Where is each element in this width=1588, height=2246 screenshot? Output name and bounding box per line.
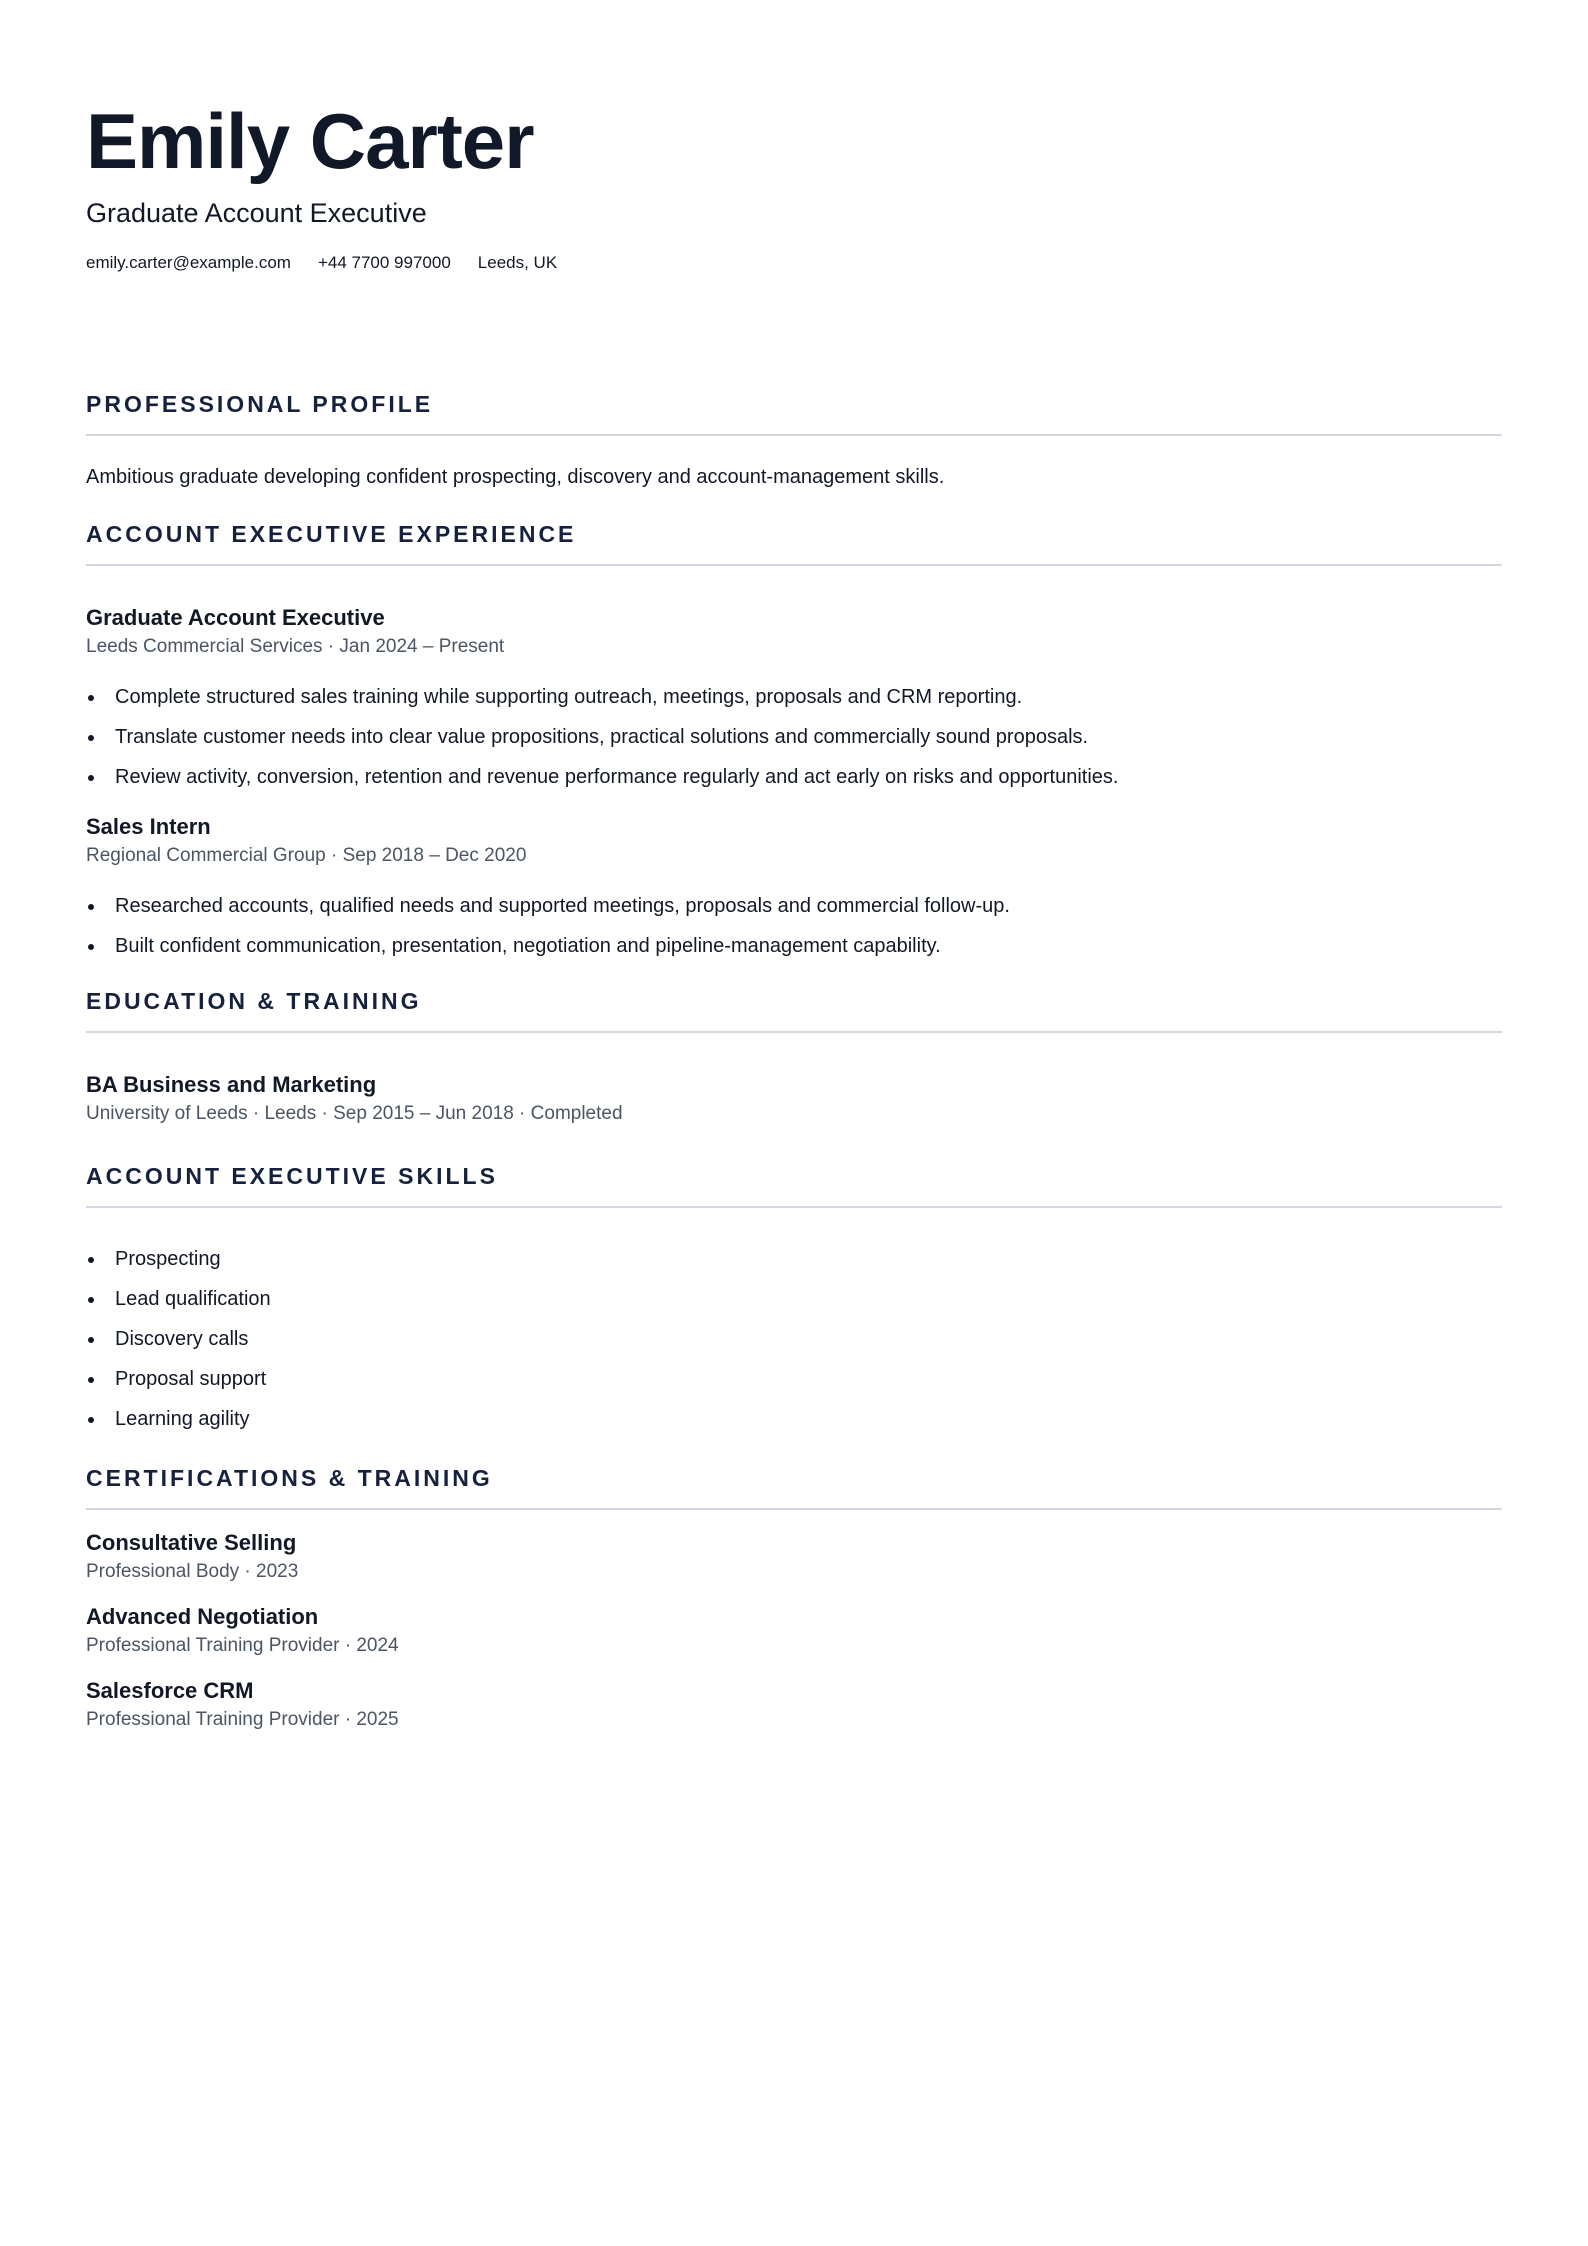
section-heading: ACCOUNT EXECUTIVE EXPERIENCE (86, 519, 1502, 566)
certifications-section (86, 1463, 1502, 1732)
education-section (86, 986, 1502, 1126)
education-entry (86, 1071, 1502, 1126)
bullet-item: Built confident communication, presentation, negotiation and pipeline-management capability. (86, 933, 1502, 959)
skill-item: Prospecting (86, 1246, 1502, 1272)
certification-meta: Professional Training Provider · 2024 (86, 1635, 399, 1656)
bullet-item: Review activity, conversion, retention and revenue performance regularly and act early on risks and opportunities. (86, 764, 1502, 790)
certification-meta: Professional Body · 2023 (86, 1561, 299, 1582)
degree-title: BA Business and Marketing (86, 1072, 377, 1097)
certification-entry (86, 1677, 1502, 1732)
certification-entry (86, 1529, 1502, 1584)
certification-name: Salesforce CRM (86, 1678, 254, 1703)
bullet-item: Complete structured sales training while supporting outreach, meetings, proposals and CRM reporting. (86, 684, 1502, 710)
certification-meta: Professional Training Provider · 2025 (86, 1709, 399, 1730)
candidate-name: Emily Carter (86, 97, 534, 185)
section-heading: EDUCATION & TRAINING (86, 986, 1502, 1033)
job-bullets (86, 684, 1502, 790)
certification-entry (86, 1603, 1502, 1658)
section-heading: ACCOUNT EXECUTIVE SKILLS (86, 1161, 1502, 1208)
skill-item: Proposal support (86, 1366, 1502, 1392)
skill-item: Lead qualification (86, 1286, 1502, 1312)
job-bullets (86, 893, 1502, 959)
job-role: Sales Intern (86, 814, 211, 839)
profile-summary: Ambitious graduate developing confident prospecting, discovery and account-management skills. (86, 466, 945, 488)
certification-name: Consultative Selling (86, 1530, 297, 1555)
contact-phone: +44 7700 997000 (317, 253, 451, 272)
skills-list (86, 1246, 1502, 1432)
candidate-headline: Graduate Account Executive (86, 198, 427, 228)
section-heading: PROFESSIONAL PROFILE (86, 389, 1502, 436)
contact-location: Leeds, UK (477, 253, 558, 272)
skill-item: Discovery calls (86, 1326, 1502, 1352)
section-heading: CERTIFICATIONS & TRAINING (86, 1463, 1502, 1510)
skill-item: Learning agility (86, 1406, 1502, 1432)
contact-info (86, 252, 1502, 274)
skills-section (86, 1161, 1502, 1432)
resume-header (86, 97, 1502, 274)
job-meta: Leeds Commercial Services · Jan 2024 – Present (86, 636, 505, 657)
profile-section (86, 389, 1502, 490)
bullet-item: Researched accounts, qualified needs and supported meetings, proposals and commercial follow-up. (86, 893, 1502, 919)
experience-section (86, 519, 1502, 959)
job-role: Graduate Account Executive (86, 605, 385, 630)
contact-email: emily.carter@example.com (86, 253, 291, 272)
degree-meta: University of Leeds · Leeds · Sep 2015 – Jun 2018 · Completed (86, 1103, 623, 1124)
bullet-item: Translate customer needs into clear value propositions, practical solutions and commercially sound proposals. (86, 724, 1502, 750)
certification-name: Advanced Negotiation (86, 1604, 319, 1629)
experience-entry (86, 813, 1502, 959)
job-meta: Regional Commercial Group · Sep 2018 – Dec 2020 (86, 845, 527, 866)
experience-entry (86, 604, 1502, 790)
